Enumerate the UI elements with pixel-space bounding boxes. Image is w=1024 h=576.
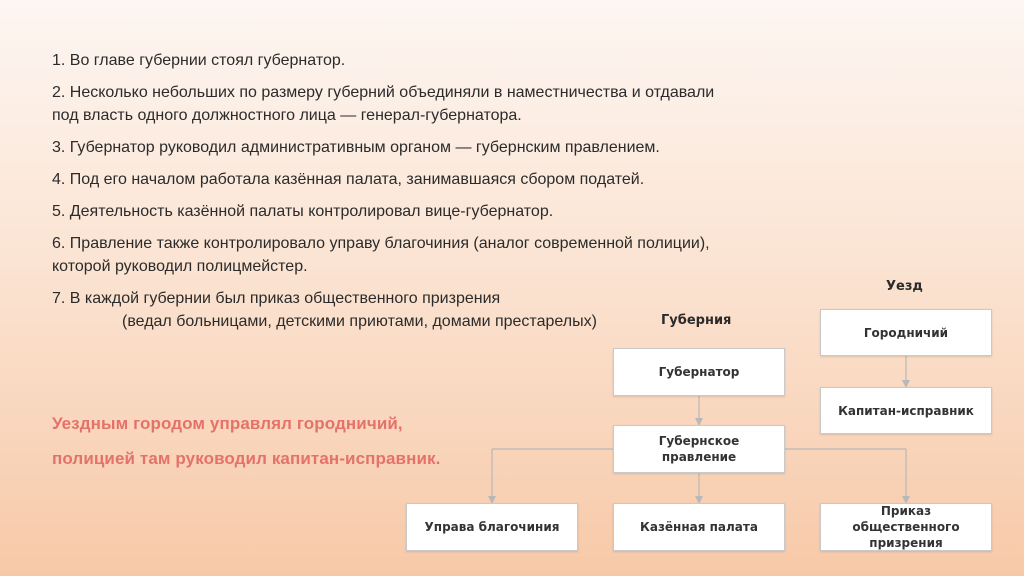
highlight-line-1: Уездным городом управлял городничий, <box>52 414 403 433</box>
list-item-6-line1: 6. Правление также контролировало управу благочиния (аналог современной полиции), <box>52 235 710 252</box>
box-prikaz: Приказ общественного призрения <box>820 503 992 551</box>
list-item-7 <box>52 287 872 333</box>
list-item-3 <box>52 136 872 159</box>
list-item-6 <box>52 232 872 278</box>
box-gorodnichiy: Городничий <box>820 309 992 356</box>
box-gubernator: Губернатор <box>613 348 785 396</box>
box-pravlenie: Губернское правление <box>613 425 785 473</box>
list-item-7-line2: (ведал больницами, детскими приютами, домами престарелых) <box>122 313 597 330</box>
list-item-4 <box>52 168 872 191</box>
list-item-2-line2: под власть одного должностного лица — генерал-губернатора. <box>52 107 522 124</box>
box-ispravnik: Капитан-исправник <box>820 387 992 434</box>
highlight-line-2: полицией там руководил капитан-исправник. <box>52 449 441 468</box>
list-item-6-line2: которой руководил полицмейстер. <box>52 258 308 275</box>
list-item-7-line1: 7. В каждой губернии был приказ общественного призрения <box>52 290 501 307</box>
list-item-1-text: 1. Во главе губернии стоял губернатор. <box>52 52 346 69</box>
uezd-heading: Уезд <box>886 279 923 294</box>
list-item-5 <box>52 200 872 223</box>
box-uprava: Управа благочиния <box>406 503 578 551</box>
list-item-2-line1: 2. Несколько небольших по размеру губерний объединяли в наместничества и отдавали <box>52 84 715 101</box>
list-item-4-text: 4. Под его началом работала казённая палата, занимавшаяся сбором податей. <box>52 171 645 188</box>
box-palata: Казённая палата <box>613 503 785 551</box>
list-item-2 <box>52 81 872 127</box>
list-item-3-text: 3. Губернатор руководил административным органом — губернским правлением. <box>52 139 660 156</box>
list-item-1 <box>52 49 872 72</box>
numbered-list <box>52 49 872 342</box>
guberniya-heading: Губерния <box>661 313 732 328</box>
list-item-5-text: 5. Деятельность казённой палаты контролировал вице-губернатор. <box>52 203 554 220</box>
